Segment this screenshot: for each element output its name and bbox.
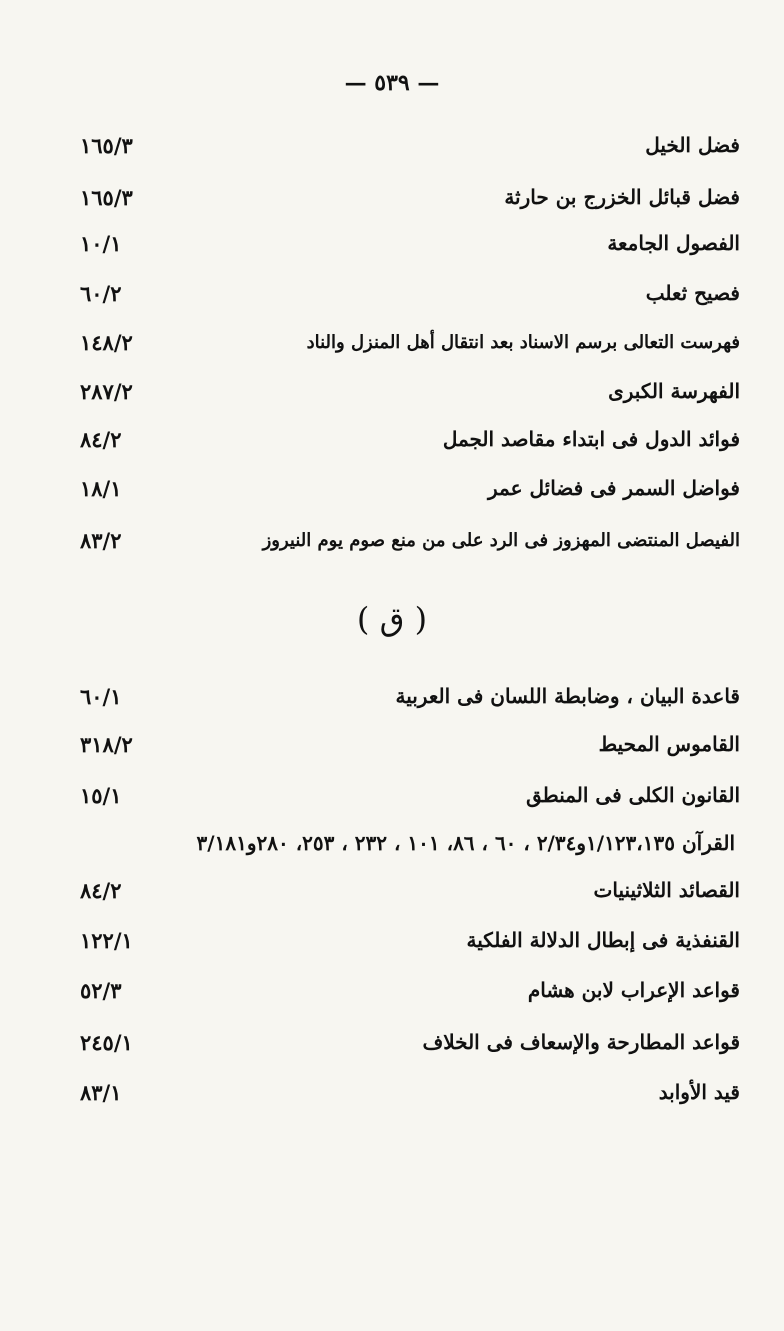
- index-entry: [80, 724, 740, 764]
- index-entry: [80, 177, 740, 217]
- entry-reference: ٥٢/٣: [80, 977, 122, 1003]
- entry-title: الفيصل المنتضى المهزوز فى الرد على من منع صوم يوم النيروز: [262, 529, 740, 551]
- index-entry: [80, 520, 740, 560]
- index-entry: [80, 371, 740, 411]
- entry-reference: ٦٠/٢: [80, 280, 122, 306]
- entry-title: القصائد الثلاثينيات: [593, 878, 740, 902]
- entry-title: الفصول الجامعة: [607, 231, 740, 255]
- entry-reference: ١٤٨/٢: [80, 329, 133, 355]
- entry-reference: ٢٤٥/١: [80, 1029, 133, 1055]
- entry-reference: ٢٨٧/٢: [80, 378, 133, 404]
- entry-reference: ١٨/١: [80, 475, 122, 501]
- entry-reference: ١٢٢/١: [80, 927, 133, 953]
- entry-title: قاعدة البيان ، وضابطة اللسان فى العربية: [395, 684, 740, 708]
- entry-reference: ٣١٨/٢: [80, 731, 133, 757]
- entry-title: القنفذية فى إبطال الدلالة الفلكية: [466, 928, 740, 952]
- entry-reference: ٨٤/٢: [80, 426, 122, 452]
- entry-title: الفهرسة الكبرى: [608, 379, 740, 403]
- page-number: — ٥٣٩ —: [344, 70, 440, 96]
- index-entry: [80, 676, 740, 716]
- quran-entry: القرآن ١/١٢٣،١٣٥و٢/٣٤ ، ٦٠ ، ٨٦، ١٠١ ، ٢٣٢ ، ٢٥٣، ٢٨٠و٣/١٨١: [196, 831, 735, 855]
- entry-title: القانون الكلى فى المنطق: [526, 783, 740, 807]
- index-entry: [80, 970, 740, 1010]
- index-entry: [80, 1022, 740, 1062]
- entry-reference: ١٠/١: [80, 230, 122, 256]
- index-entry: [80, 1072, 740, 1112]
- index-entry: [80, 775, 740, 815]
- entry-title: فضل قبائل الخزرج بن حارثة: [504, 185, 740, 209]
- entry-title: قيد الأوابد: [658, 1080, 740, 1104]
- index-entry: [80, 920, 740, 960]
- entry-title: فهرست التعالى برسم الاسناد بعد انتقال أهل المنزل والناد: [306, 331, 740, 353]
- entry-reference: ٨٤/٢: [80, 877, 122, 903]
- index-entry: [80, 322, 740, 362]
- entry-title: القاموس المحيط: [598, 732, 740, 756]
- entry-reference: ١٦٥/٣: [80, 132, 133, 158]
- entry-reference: ٨٣/١: [80, 1079, 122, 1105]
- index-entry: [80, 419, 740, 459]
- index-entry: [80, 468, 740, 508]
- index-entry: [80, 125, 740, 165]
- entry-title: فصيح ثعلب: [645, 281, 740, 305]
- entry-reference: ١٥/١: [80, 782, 122, 808]
- entry-title: فوائد الدول فى ابتداء مقاصد الجمل: [442, 427, 740, 451]
- index-entry: [80, 870, 740, 910]
- entry-reference: ٦٠/١: [80, 683, 122, 709]
- index-entry: [80, 223, 740, 263]
- entry-reference: ١٦٥/٣: [80, 184, 133, 210]
- entry-title: فضل الخيل: [645, 133, 740, 157]
- entry-title: قواعد الإعراب لابن هشام: [527, 978, 740, 1002]
- index-entry: [80, 273, 740, 313]
- entry-title: فواضل السمر فى فضائل عمر: [488, 476, 740, 500]
- entry-reference: ٨٣/٢: [80, 527, 122, 553]
- section-heading-qaf: ( ق ): [356, 600, 428, 638]
- entry-title: قواعد المطارحة والإسعاف فى الخلاف: [422, 1030, 740, 1054]
